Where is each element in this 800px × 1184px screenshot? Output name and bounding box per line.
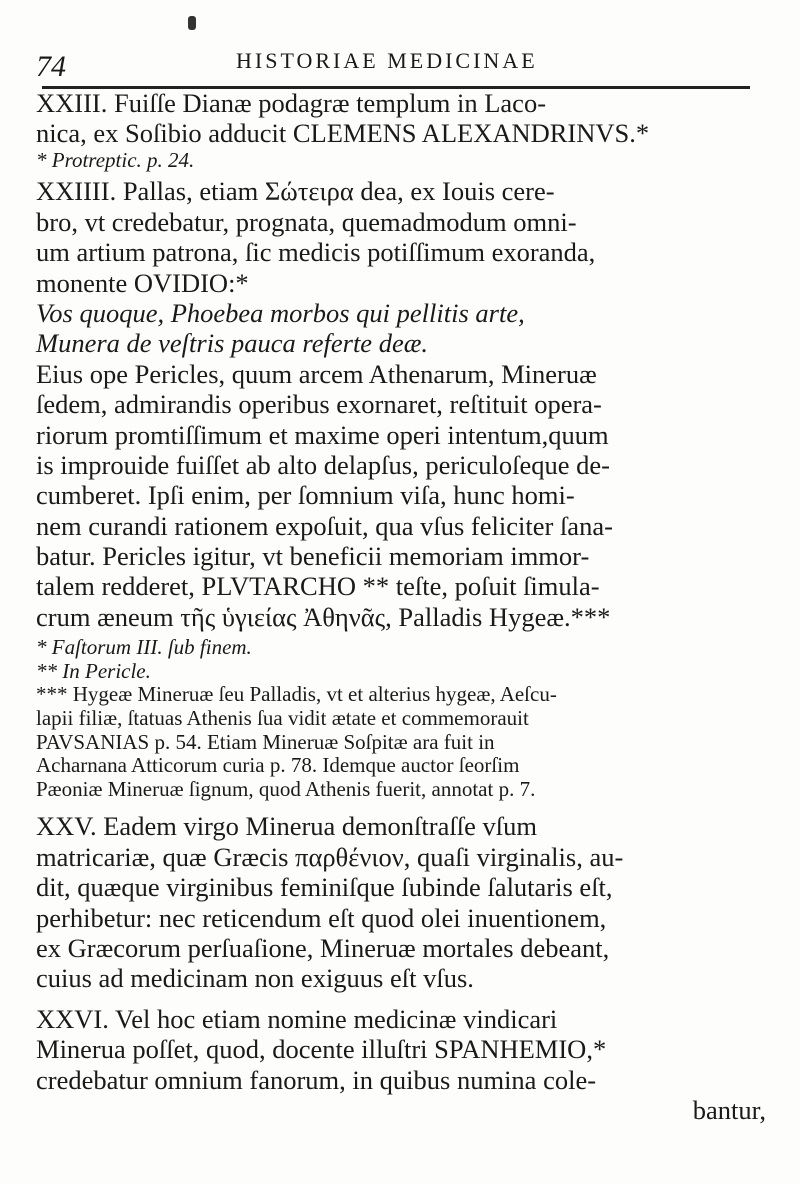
text-line: ſedem, admirandis operibus exornaret, reſtituit opera- bbox=[36, 389, 602, 420]
footnote-line: Acharnana Atticorum curia p. 78. Idemque auctor ſeorſim bbox=[36, 753, 520, 778]
text-line: credebatur omnium fanorum, in quibus numina cole- bbox=[36, 1064, 597, 1095]
footnote-line: *** Hygeæ Mineruæ ſeu Palladis, vt et alterius hygeæ, Aeſcu- bbox=[36, 682, 557, 707]
body-text bbox=[36, 88, 766, 1125]
text-line: Eius ope Pericles, quum arcem Athenarum, Mineruæ bbox=[36, 358, 597, 389]
text-line: batur. Pericles igitur, vt beneficii memoriam immor- bbox=[36, 541, 590, 572]
text-line: crum æneum τῆς ὑγιείας Ἀθηνᾶς, Palladis Hygeæ.*** bbox=[36, 601, 611, 632]
text-line: cuius ad medicinam non exiguus eſt vſus. bbox=[36, 963, 474, 994]
text-line: matricariæ, quæ Græcis παρθένιον, quaſi virginalis, au- bbox=[36, 841, 624, 872]
text-line: is improuide fuiſſet ab alto delapſus, periculoſeque de- bbox=[36, 449, 610, 480]
footnote-line: * Protreptic. p. 24. bbox=[36, 147, 195, 172]
footnote-line: ** In Pericle. bbox=[36, 658, 151, 683]
verse-line: Munera de veſtris pauca referte deæ. bbox=[36, 328, 429, 359]
footnote-line: PAVSANIAS p. 54. Etiam Mineruæ Soſpitæ ara fuit in bbox=[36, 729, 495, 754]
page-header bbox=[36, 44, 756, 84]
text-line: dit, quæque virginibus feminiſque ſubinde ſalutaris eſt, bbox=[36, 872, 613, 903]
footnote-line: Pæoniæ Mineruæ ſignum, quod Athenis fuerit, annotat p. 7. bbox=[36, 776, 536, 801]
running-head: HISTORIAE MEDICINAE bbox=[236, 48, 538, 73]
text-line: riorum promtiſſimum et maxime operi intentum,quum bbox=[36, 419, 609, 450]
text-line: ex Græcorum perſuaſione, Mineruæ mortales debeant, bbox=[36, 932, 610, 963]
text-line: cumberet. Ipſi enim, per ſomnium viſa, hunc homi- bbox=[36, 480, 575, 511]
text-line: XXV. Eadem virgo Minerua demonſtraſſe vſum bbox=[36, 811, 537, 842]
text-line: bro, vt credebatur, prognata, quemadmodum omni- bbox=[36, 206, 577, 237]
text-line: XXVI. Vel hoc etiam nomine medicinæ vindicari bbox=[36, 1003, 558, 1034]
text-line: perhibetur: nec reticendum eſt quod olei inuentionem, bbox=[36, 902, 607, 933]
text-line: talem redderet, PLVTARCHO ** teſte, poſuit ſimula- bbox=[36, 571, 600, 602]
ink-spot bbox=[188, 16, 196, 30]
footnote-line: * Faſtorum III. ſub finem. bbox=[36, 635, 252, 660]
text-line: Minerua poſſet, quod, docente illuſtri SPANHEMIO,* bbox=[36, 1034, 607, 1065]
page-number: 74 bbox=[36, 50, 66, 83]
text-line: nica, ex Soſibio adducit CLEMENS ALEXANDRINVS.* bbox=[36, 118, 650, 149]
text-line: XXIII. Fuiſſe Dianæ podagræ templum in Laco- bbox=[36, 88, 547, 118]
text-line: nem curandi rationem expoſuit, qua vſus feliciter ſana- bbox=[36, 510, 613, 541]
catchword: bantur, bbox=[692, 1094, 766, 1125]
text-line: um artium patrona, ſic medicis potiſſimum exoranda, bbox=[36, 237, 596, 268]
text-line: XXIIII. Pallas, etiam Σώτειρα dea, ex Iouis cere- bbox=[36, 176, 555, 207]
footnote-line: lapii filiæ, ſtatuas Athenis ſua vidit ætate et commemorauit bbox=[36, 706, 529, 731]
verse-line: Vos quoque, Phoebea morbos qui pellitis arte, bbox=[36, 297, 525, 328]
text-line: monente OVIDIO:* bbox=[36, 267, 249, 298]
